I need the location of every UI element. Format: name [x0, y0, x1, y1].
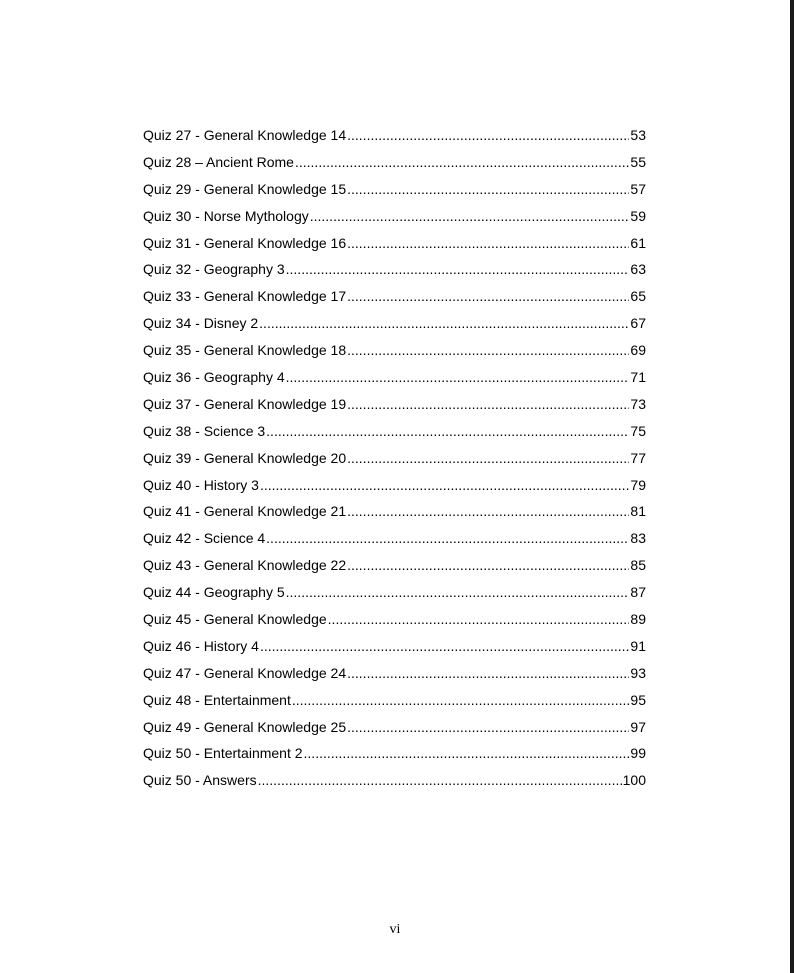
- dot-leader: [260, 472, 629, 499]
- toc-entry-page: 63: [630, 261, 646, 278]
- toc-entry-title: Quiz 44 - Geography 5: [143, 584, 285, 601]
- toc-entry[interactable]: [143, 149, 646, 176]
- toc-entry-title: Quiz 38 - Science 3: [143, 422, 266, 439]
- toc-entry-page: 79: [630, 476, 646, 493]
- toc-entry-page: 67: [630, 315, 646, 332]
- toc-entry-title: Quiz 32 - Geography 3: [143, 261, 285, 278]
- toc-entry-page: 95: [630, 691, 646, 708]
- toc-entry-title: Quiz 41 - General Knowledge 21: [143, 503, 347, 520]
- dot-leader: [347, 391, 629, 418]
- dot-leader: [347, 230, 629, 257]
- toc-entry-title: Quiz 30 - Norse Mythology: [143, 207, 309, 224]
- toc-entry-page: 73: [630, 395, 646, 412]
- toc-entry[interactable]: [143, 687, 646, 714]
- toc-entry-title: Quiz 47 - General Knowledge 24: [143, 664, 347, 681]
- dot-leader: [266, 525, 629, 552]
- toc-entry[interactable]: [143, 633, 646, 660]
- toc-entry-page: 75: [630, 422, 646, 439]
- toc-entry-title: Quiz 29 - General Knowledge 15: [143, 180, 347, 197]
- toc-entry-title: Quiz 40 - History 3: [143, 476, 259, 493]
- toc-entry[interactable]: [143, 472, 646, 499]
- dot-leader: [347, 283, 629, 310]
- dot-leader: [259, 310, 629, 337]
- dot-leader: [310, 203, 630, 230]
- toc-entry-page: 77: [630, 449, 646, 466]
- toc-entry-page: 53: [630, 127, 646, 143]
- dot-leader: [347, 498, 629, 525]
- toc-entry-title: Quiz 31 - General Knowledge 16: [143, 234, 347, 251]
- toc-entry[interactable]: [143, 579, 646, 606]
- toc-entry-title: Quiz 48 - Entertainment: [143, 691, 291, 708]
- toc-entry-page: 59: [630, 207, 646, 224]
- toc-entry[interactable]: [143, 337, 646, 364]
- toc-entry[interactable]: [143, 364, 646, 391]
- toc-entry[interactable]: [143, 660, 646, 687]
- toc-entry[interactable]: [143, 552, 646, 579]
- dot-leader: [286, 256, 630, 283]
- toc-entry-title: Quiz 50 - Entertainment 2: [143, 745, 303, 762]
- toc-entry[interactable]: [143, 714, 646, 741]
- dot-leader: [347, 337, 629, 364]
- toc-entry-title: Quiz 36 - Geography 4: [143, 369, 285, 386]
- toc-entry[interactable]: [143, 418, 646, 445]
- toc-entry-title: Quiz 50 - Answers: [143, 772, 257, 789]
- toc-entry-page: 85: [630, 557, 646, 574]
- dot-leader: [347, 660, 629, 687]
- toc-entry-title: Quiz 39 - General Knowledge 20: [143, 449, 347, 466]
- toc-entry[interactable]: [143, 122, 646, 149]
- toc-entry-title: Quiz 43 - General Knowledge 22: [143, 557, 347, 574]
- toc-entry[interactable]: [143, 203, 646, 230]
- toc-entry-title: Quiz 35 - General Knowledge 18: [143, 342, 347, 359]
- toc-entry-title: Quiz 33 - General Knowledge 17: [143, 288, 347, 305]
- toc-entry[interactable]: [143, 176, 646, 203]
- dot-leader: [266, 418, 629, 445]
- toc-entry[interactable]: [143, 498, 646, 525]
- toc-entry-page: 83: [630, 530, 646, 547]
- toc-entry-page: 65: [630, 288, 646, 305]
- toc-entry-page: 91: [630, 637, 646, 654]
- dot-leader: [292, 687, 630, 714]
- dot-leader: [295, 149, 629, 176]
- toc-entry-page: 99: [630, 745, 646, 762]
- dot-leader: [286, 579, 630, 606]
- dot-leader: [347, 714, 629, 741]
- toc-entry-page: 87: [630, 584, 646, 601]
- toc-entry-title: Quiz 42 - Science 4: [143, 530, 266, 547]
- toc-entry-title: Quiz 37 - General Knowledge 19: [143, 395, 347, 412]
- dot-leader: [286, 364, 630, 391]
- toc-entry-title: Quiz 34 - Disney 2: [143, 315, 259, 332]
- toc-entry-page: 57: [630, 180, 646, 197]
- toc-entry-page: 69: [630, 342, 646, 359]
- toc-entry[interactable]: [143, 230, 646, 257]
- toc-entry[interactable]: [143, 256, 646, 283]
- dot-leader: [260, 633, 629, 660]
- toc-entry-title: Quiz 49 - General Knowledge 25: [143, 718, 347, 735]
- toc-entry-page: 97: [630, 718, 646, 735]
- toc-entry[interactable]: [143, 310, 646, 337]
- page-edge: [790, 0, 794, 973]
- toc-entry-page: 55: [630, 153, 646, 170]
- toc-entry-page: 81: [630, 503, 646, 520]
- toc-entry[interactable]: [143, 606, 646, 633]
- dot-leader: [347, 176, 629, 203]
- dot-leader: [347, 122, 629, 149]
- toc-entry-page: 93: [630, 664, 646, 681]
- toc-entry-title: Quiz 27 - General Knowledge 14: [143, 127, 347, 143]
- dot-leader: [347, 552, 629, 579]
- toc-entry[interactable]: [143, 283, 646, 310]
- dot-leader: [328, 606, 630, 633]
- toc-entry[interactable]: [143, 767, 646, 794]
- dot-leader: [258, 767, 622, 794]
- toc-entry-page: 89: [630, 611, 646, 628]
- toc-entry[interactable]: [143, 740, 646, 767]
- dot-leader: [347, 445, 629, 472]
- page-number: vi: [389, 922, 401, 937]
- table-of-contents: [143, 122, 646, 794]
- toc-entry-page: 61: [630, 234, 646, 251]
- toc-entry[interactable]: [143, 445, 646, 472]
- toc-entry-title: Quiz 28 – Ancient Rome: [143, 153, 294, 170]
- toc-entry-page: 100: [622, 772, 646, 789]
- toc-entry-page: 71: [630, 369, 646, 386]
- dot-leader: [304, 740, 630, 767]
- toc-entry[interactable]: [143, 525, 646, 552]
- toc-entry-title: Quiz 46 - History 4: [143, 637, 259, 654]
- toc-entry[interactable]: [143, 391, 646, 418]
- toc-entry-title: Quiz 45 - General Knowledge: [143, 611, 327, 628]
